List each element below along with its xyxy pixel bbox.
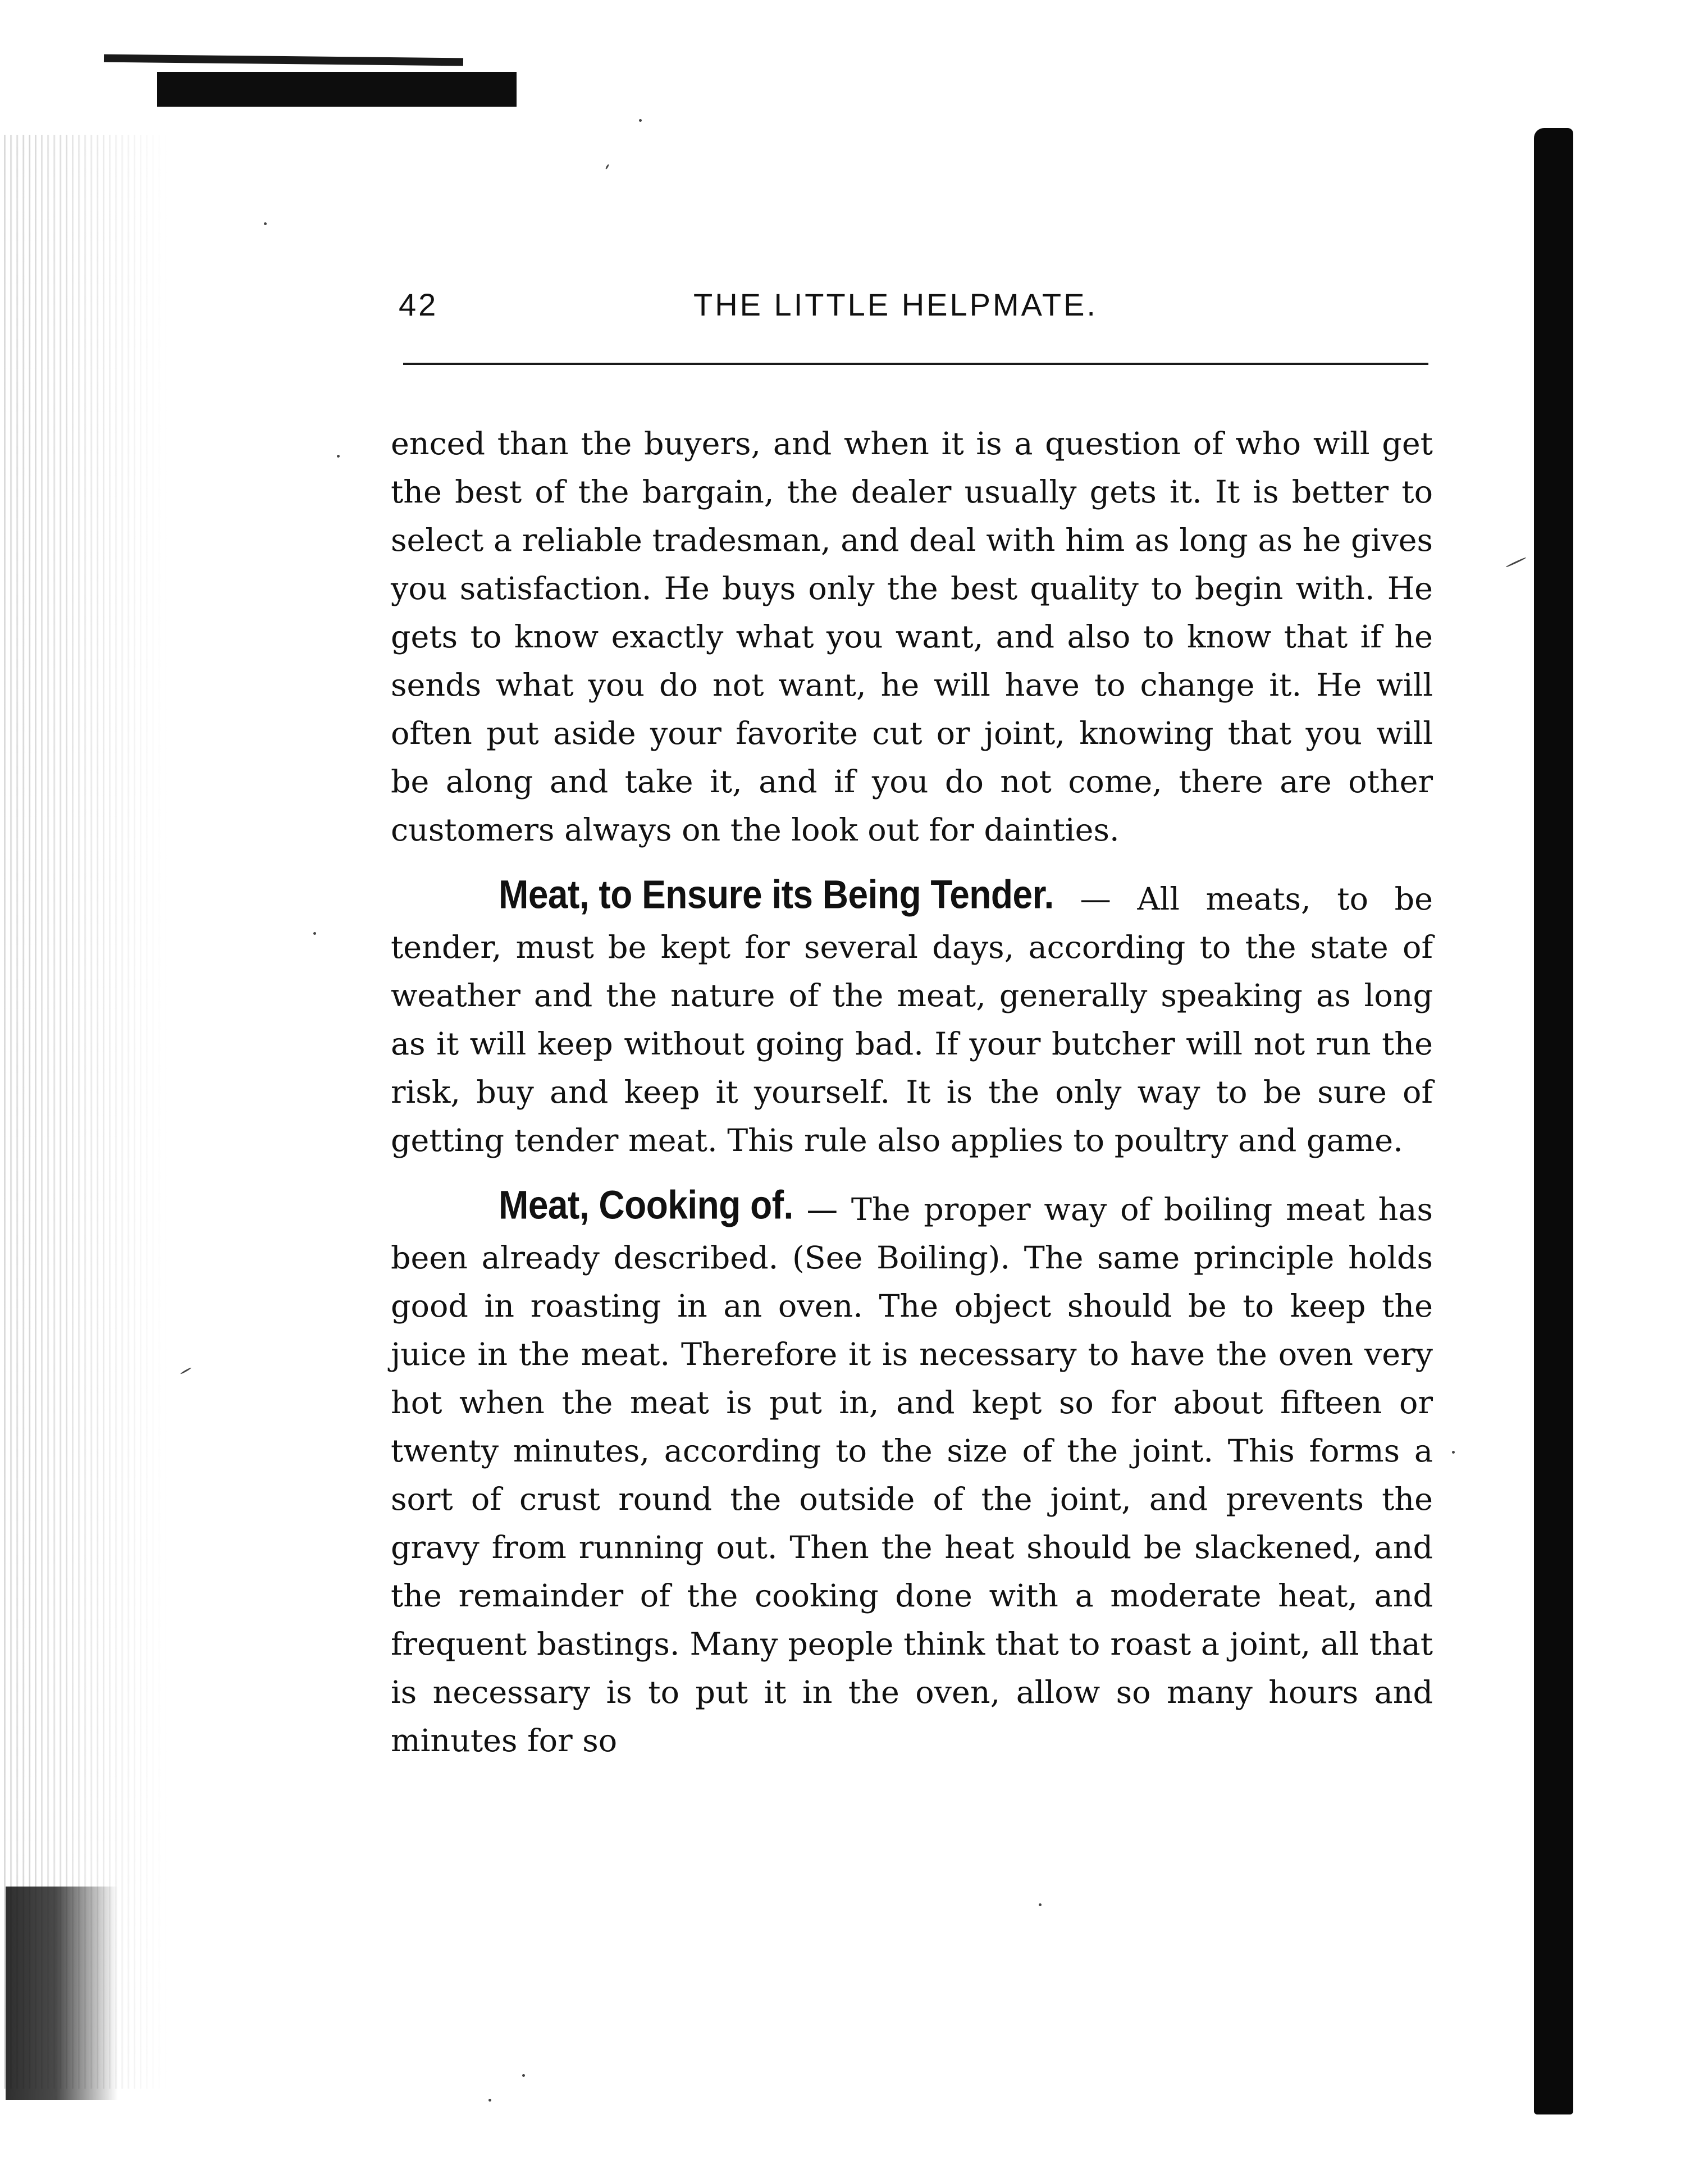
scan-speck — [522, 2074, 525, 2077]
scan-speck — [313, 932, 316, 935]
scan-speck — [1039, 1903, 1042, 1906]
scan-speck — [337, 455, 340, 458]
scan-binding-bar — [157, 72, 517, 107]
scan-page-edge-shadow — [1534, 128, 1573, 2114]
paragraph-body: The proper way of boiling meat has been already described. (See Boiling). The same principle holds good in roasting in an oven. The object should be to keep the juice in the meat. Therefore it is necessary to have the oven very hot when the meat is put in, and kept so for about fifteen or twenty minutes, according to the size of the joint. This forms a sort of crust round the outside of the joint, and prevents the gravy from running out. Then the heat should be slackened, and the remainder of the cooking done with a moderate heat, and frequent bastings. Many people think that to roast a joint, all that is necessary is to put it in the oven, allow so many hours and minutes for so — [391, 1191, 1433, 1759]
scan-speck — [488, 2099, 491, 2102]
scan-speck — [605, 164, 610, 170]
scan-speck — [264, 222, 267, 225]
header-rule — [403, 363, 1428, 365]
scan-speck — [1452, 1451, 1455, 1454]
entry-meat-tender — [391, 873, 1433, 1165]
entry-dash: — — [793, 1191, 851, 1228]
entry-heading: Meat, Cooking of. — [499, 1182, 793, 1228]
entry-dash: — — [1053, 881, 1138, 917]
scan-gutter-shadow — [6, 1887, 118, 2100]
page-number: 42 — [399, 287, 439, 322]
body-text — [391, 420, 1433, 1784]
entry-meat-cooking — [391, 1184, 1433, 1765]
scan-gutter-noise — [0, 135, 168, 2089]
paragraph-continuation — [391, 420, 1433, 855]
scan-speck — [639, 119, 642, 122]
entry-heading: Meat, to Ensure its Being Tender. — [499, 871, 1054, 917]
scan-binding-streak — [104, 54, 463, 66]
book-title: THE LITTLE HELPMATE. — [693, 287, 1098, 322]
scan-speck — [180, 1367, 192, 1375]
running-head — [399, 286, 1432, 337]
scan-speck — [1505, 557, 1527, 568]
paragraph-body: enced than the buyers, and when it is a question of who will get the best of the bargain, the dealer usually gets it. It is better to select a reliable tradesman, and deal with him as long as he gives you satisfaction. He buys only the best quality to begin with. He gets to know exactly what you want, and also to know that if he sends what you do not want, he will have to change it. He will often put aside your favorite cut or joint, knowing that you will be along and take it, and if you do not come, there are other customers always on the look out for dainties. — [391, 426, 1433, 848]
paragraph-body: All meats, to be tender, must be kept for several days, according to the state of weather and the nature of the meat, generally speaking as long as it will keep without going bad. If your butcher will not run the risk, buy and keep it yourself. It is the only way to be sure of getting tender meat. This rule also applies to poultry and game. — [391, 881, 1433, 1159]
